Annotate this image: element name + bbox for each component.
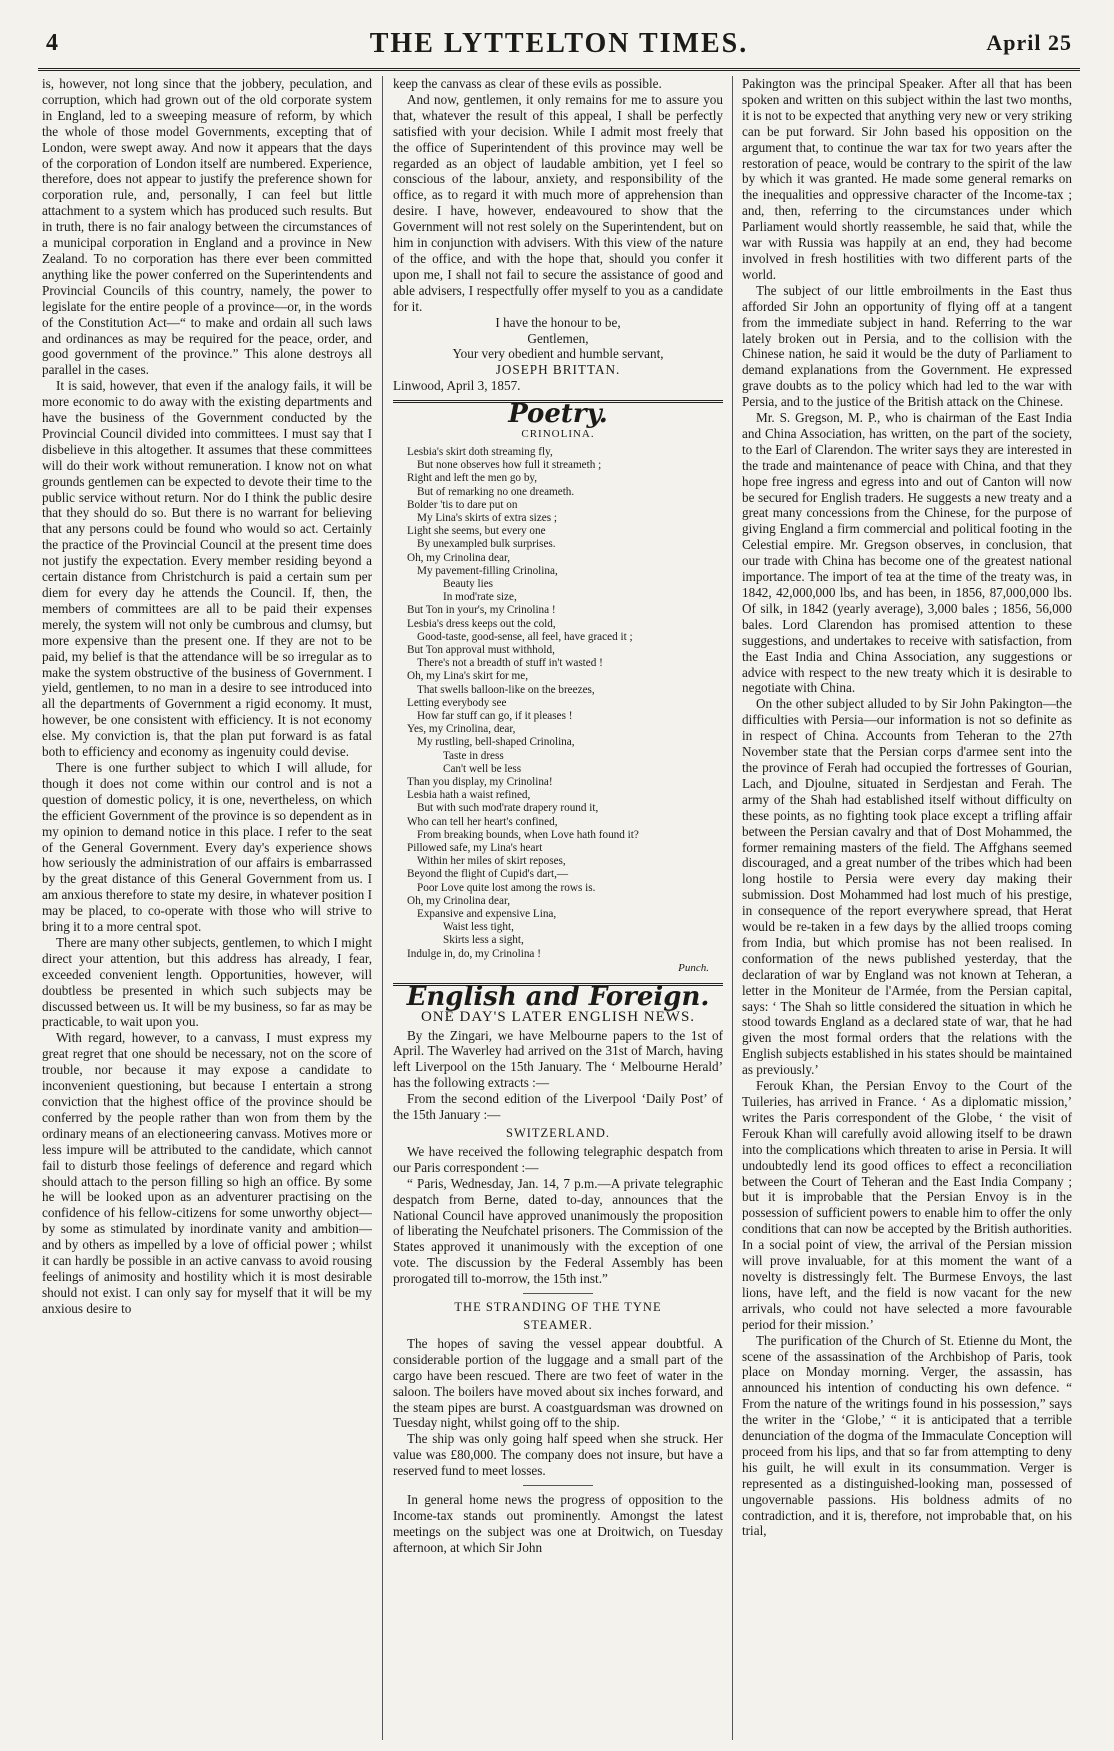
poem-line: Who can tell her heart's confined, — [407, 815, 558, 828]
tyne-heading-2: STEAMER. — [523, 1317, 593, 1332]
masthead — [38, 26, 1080, 66]
signature: JOSEPH BRITTAN. — [495, 362, 621, 378]
poem-line: Lesbia hath a waist refined, — [407, 789, 531, 802]
news-heading: ONE DAY'S LATER ENGLISH NEWS. — [420, 1008, 696, 1025]
poem-line: Yes, my Crinolina, dear, — [407, 723, 516, 736]
poem-line: Letting everybody see — [407, 696, 507, 709]
article-paragraph: On the other subject alluded to by Sir John Pakington—the difficulties with Persia—our information is not so definite as in respect of China. Accounts from Teheran to the 27th November state that the Persian corps d'armee sent into the the province of Ferah had occupied the fortresses of Gourian, Lach, and Djoulne, situated in Serdjestan and Ferah. The army of the Shah had established itself without difficulty on these points, as no fighting took place except a trifling affair between the Persian cavalry and that of Dost Mohammed, the former remaining masters of the field. The Affghans seemed discouraged, and a great number of the tribes which had been long hostile to Persia were every day making their submission. Dost Mohammed had lost much of his prestige, in consequence of the report everywhere spread, that Herat would be re-taken in a few days by the allied troops coming from India, but which promise has not been realised. In conformation of the news published yesterday, that the declaration of war by England was not known at Teheran, a letter in the Moniteur de l'Armée, from the Persian capital, says: ‘ The Shah so little considered the situation in which he stood towards England as a declared state of war, that he had given the most formal orders that the relations with the English subjects established in his states should be maintained as previously.’ — [742, 696, 1072, 1078]
article-paragraph: From the second edition of the Liverpool ‘Daily Post’ of the 15th January :— — [393, 1091, 723, 1123]
article-paragraph: Mr. S. Gregson, M. P., who is chairman of the East India and China Association, has written, on the part of the society, to the Earl of Clarendon. The writer says they are interested in the trade and maintenance of peace with China, and that they hope free ingress and egress into and out of Canton will now be secured for English traders. He suggests a new treaty and a great many concessions from the Chinese, for the purpose of giving England a firm commercial and political footing in the Celestial empire. Mr. Gregson observes, in conclusion, that our trade with China has become one of the greatest national importance. The import of tea at the time of the treaty was, in 1842, 42,000,000 lbs, and has been, in 1856, 87,000,000 lbs. Of silk, in 1842 (yearly average), 3,000 bales ; 1856, 56,000 bales. Lord Clarendon has promised attention to these suggestions, and undertakes to receive with satisfaction, from the East India and China Association, any suggestions or advice with respect to the new treaty which it is desirable to negotiate with China. — [742, 410, 1072, 696]
closing-line: I have the honour to be, — [495, 314, 621, 330]
poem-line: Poor Love quite lost among the rows is. — [417, 881, 596, 894]
article-paragraph: keep the canvass as clear of these evils as possible. — [393, 76, 662, 91]
article-paragraph: We have received the following telegraphic despatch from our Paris correspondent :— — [393, 1143, 723, 1175]
article-paragraph: The purification of the Church of St. Etienne du Mont, the scene of the assassination of the Archbishop of Paris, took place on Monday morning. Verger, the assassin, has announced his intention of conducting his own defence. “ From the nature of the writings found in his possession,” says the writer in the ‘Globe,’ “ it is anticipated that a terrible denunciation of the dogma of the Immaculate Conception will proceed from his lips, and that so far from attempting to deny his guilt, he will exult in its consummation. Verger is represented as a distinguished-looking man, possessed of ungovernable passions. His boldness admits of no contradiction, and it is, therefore, not improbable that, on his trial, — [742, 1332, 1072, 1539]
column-1 — [42, 76, 372, 1740]
masthead-rule — [38, 68, 1080, 71]
article-paragraph: is, however, not long since that the jobbery, peculation, and corruption, which had grown out of the old corporate system in England, led to a sweeping measure of reform, by which the whole of those model Governments, excepting that of London, were swept away. And now it appears that the days of the corporation of London itself are numbered. Experience, therefore, does not appear to justify the preference shown for corporation rule, and, personally, I can feel but little attachment to a system which has produced such results. But in truth, there is no fair analogy between the circumstances of a municipal corporation in England and a province in New Zealand. To no corporation has there ever been committed anything like the power conferred on the Superintendents and Provincial Councils of this country, namely, the power to legislate for the entire people of a province—or, in the words of the Constitution Act—“ to make and ordain all such laws and ordinances as may be required for the peace, order, and good government of the province.” This alone destroys all parallel in the cases. — [42, 76, 372, 378]
poem-line: Beauty lies — [443, 577, 494, 590]
poem-line: Good-taste, good-sense, all feel, have graced it ; — [417, 630, 633, 643]
poem-line: Lesbia's skirt doth streaming fly, — [407, 445, 553, 458]
dateline: Linwood, April 3, 1857. — [393, 378, 521, 394]
poem-line: By unexampled bulk surprises. — [417, 538, 556, 551]
poem-line: But Ton in your's, my Crinolina ! — [407, 604, 556, 617]
poem-line: Bolder 'tis to dare put on — [407, 498, 518, 511]
poem-line: Light she seems, but every one — [407, 525, 546, 538]
poem-line: That swells balloon-like on the breezes, — [417, 683, 595, 696]
poem-line: From breaking bounds, when Love hath found it? — [417, 828, 639, 841]
divider — [523, 1485, 593, 1486]
poetry-header: Poetry. — [508, 399, 608, 430]
page-number: 4 — [46, 30, 58, 56]
poem-credit: Punch. — [678, 961, 709, 974]
poem-line: Expansive and expensive Lina, — [417, 908, 557, 921]
poem-line: But with such mod'rate drapery round it, — [417, 802, 599, 815]
article-paragraph: There is one further subject to which I will allude, for though it does not come within our control and is not a question of domestic policy, it is one, nevertheless, on which the efficient Government of the province is so dependent as in my opinion to demand notice in this place. I refer to the seat of the General Government. Every day's experience shows how seriously the administration of our affairs is embarrassed by the great distance of this General Government from us. I am anxious therefore to state my desire, in whatever position I may be placed, to co-operate with those who will strive to bring it to a more central spot. — [42, 759, 372, 935]
column-divider — [382, 76, 383, 1740]
poem-line: Lesbia's dress keeps out the cold, — [407, 617, 556, 630]
issue-date: April 25 — [986, 30, 1072, 55]
article-paragraph: And now, gentlemen, it only remains for me to assure you that, whatever the result of this appeal, I shall be perfectly satisfied with your decision. While I admit most freely that the office of Superintendent of this province may well be regarded as an object of laudable ambition, yet I feel so conscious of the labour, anxiety, and responsibility of the office, as to regard it with much more of apprehension than desire. I have, however, endeavoured to show that the Government will not rest solely on the Superintendent, but on him in conjunction with advisers. With this view of the nature of the office, and with the hope that, should you confer it upon me, I shall not fail to secure the assistance of good and able advisers, I respectfully offer myself to you as a candidate for it. — [393, 91, 723, 314]
poem-line: Taste in dress — [443, 749, 504, 762]
column-2 — [393, 76, 723, 1740]
poem-line: How far stuff can go, if it pleases ! — [417, 710, 573, 722]
poem-line: My Lina's skirts of extra sizes ; — [417, 511, 557, 524]
foreign-header: English and Foreign. — [406, 981, 710, 1012]
article-paragraph: There are many other subjects, gentlemen, to which I might direct your attention, but this address has already, I fear, exceeded convenient length. Opportunities, however, will doubtless be presented in which such subjects may be discussed between us. It will be my business, so far as may be practicable, to wait upon you. — [42, 934, 372, 1030]
poem-line: Right and left the men go by, — [407, 472, 538, 485]
poem-title: CRINOLINA. — [521, 428, 595, 441]
column-3 — [742, 76, 1072, 1740]
closing-line: Your very obedient and humble servant, — [452, 346, 664, 362]
tyne-heading: THE STRANDING OF THE TYNE — [454, 1300, 662, 1315]
poem-line: My pavement-filling Crinolina, — [417, 564, 558, 577]
poem-line: But none observes how full it streameth ; — [417, 459, 602, 472]
poem-line: Indulge in, do, my Crinolina ! — [407, 947, 541, 960]
poem-line: Within her miles of skirt reposes, — [417, 855, 566, 868]
newspaper-title: THE LYTTELTON TIMES. — [369, 28, 749, 59]
article-paragraph: It is said, however, that even if the analogy fails, it will be more economic to do away with the existing departments and have the business of the Government conducted by the Provincial Council divided into committees. I must say that I disbelieve in this altogether. It assumes that these committees will do their work without remuneration. I know not on what grounds gentlemen can be expected to devote their time to the public service without return. Nor do I think the public desire that they should do so. But there is no warrant for believing that any persons could be found who would so act. Certainly the practice of the Provincial Council at the present time does not justify the expectation. Every member residing beyond a certain distance from Christchurch is paid a certain sum per diem for every day he attends the Council. If, then, the members of committees are all to be paid their expenses merely, the system will not only be cumbrous and clumsy, but more expensive than the present one. If they are not to be paid, my belief is that the attendance will be so irregular as to make the system obstructive of the business of Government. I yield, gentlemen, to no man in a desire to see introduced into all the departments of Government a rigid economy. It must, however, be one consistent with efficiency. It is not economy else. My conviction is, that the plan put forward is as fatal both to efficiency and economy as ingenuity could devise. — [42, 378, 372, 760]
article-paragraph: The hopes of saving the vessel appear doubtful. A considerable portion of the luggage and a small part of the cargo have been rescued. There are two feet of water in the saloon. The boilers have moved about six inches forward, and the steam pipes are burst. A coastguardsman was drowned on Tuesday night, whilst going off to the ship. — [393, 1335, 723, 1431]
article-paragraph: Ferouk Khan, the Persian Envoy to the Court of the Tuileries, has arrived in France. ‘ As a diplomatic mission,’ writes the Paris correspondent of the Globe, ‘ the visit of Ferouk Khan will carefully avoid allowing itself to be drawn into the complications which threaten to arise in Persia. It will undoubtedly lend its good offices to effect a reconciliation between the Court of Teheran and the East India Company ; but it is improbable that the Persian Envoy is in the possession of sufficient powers to enable him to offer the only conditions that can now be accepted by the British authorities. In a social point of view, the arrival of the Persian mission will prove invaluable, for at this moment the want of a novelty is distressingly felt. The Burmese Envoys, the last lions, have left, and the field is now vacant for the new arrivals, who could not have selected a more favourable period for their mission.’ — [742, 1078, 1072, 1332]
column-divider — [732, 76, 733, 1740]
poem-line: Than you display, my Crinolina! — [407, 776, 553, 789]
poem-line: My rustling, bell-shaped Crinolina, — [417, 736, 575, 749]
poem-line: Oh, my Crinolina dear, — [407, 894, 511, 907]
article-paragraph: By the Zingari, we have Melbourne papers to the 1st of April. The Waverley had arrived on the 31st of March, having left Liverpool on the 15th January. The ‘ Melbourne Herald’ has the following extracts :— — [393, 1027, 723, 1091]
poem-line: There's not a breadth of stuff in't wasted ! — [417, 657, 603, 670]
poem-line: Waist less tight, — [443, 921, 514, 934]
poem-line: Pillowed safe, my Lina's heart — [407, 842, 543, 855]
article-paragraph: The ship was only going half speed when she struck. Her value was £80,000. The company does not insure, but have a reserved fund to meet losses. — [393, 1431, 723, 1479]
article-paragraph: In general home news the progress of opposition to the Income-tax stands out prominently. Amongst the latest meetings on the subject was one at Droitwich, on Tuesday afternoon, at which Sir John — [393, 1492, 723, 1555]
poem-line: But of remarking no one dreameth. — [417, 485, 575, 498]
poem-line: Can't well be less — [443, 762, 522, 775]
poem-line: Beyond the flight of Cupid's dart,— — [407, 868, 569, 881]
article-paragraph: Pakington was the principal Speaker. After all that has been spoken and written on this subject within the last two months, it is not to be expected that anything very new or very striking can be put forward. Sir John based his opposition on the argument that, to continue the war tax for two years after the restoration of peace, would be contrary to the spirit of the law by which it was granted. He made some general remarks on the inequalities and oppressive character of the Income-tax ; and, then, referring to the circumstances under which Parliament would shortly reassemble, he said that, while the war with Russia was happily at an end, they had become involved in fresh hostilities with two different parts of the world. — [742, 76, 1072, 282]
poem-line: Oh, my Crinolina dear, — [407, 551, 511, 564]
poem — [393, 446, 723, 961]
article-paragraph: “ Paris, Wednesday, Jan. 14, 7 p.m.—A private telegraphic despatch from Berne, dated to-day, announces that the National Council have approved unanimously the proposition of liberating the Neufchatel prisoners. The Commission of the States approved it unanimously with the exception of one vote. The discussion by the Federal Assembly has been prorogated till to-morrow, the 15th inst.” — [393, 1175, 723, 1287]
poem-line: Oh, my Lina's skirt for me, — [407, 670, 529, 683]
poem-line: But Ton approval must withhold, — [407, 643, 555, 656]
closing-line: Gentlemen, — [527, 330, 589, 346]
article-paragraph: The subject of our little embroilments in the East thus afforded Sir John an opportunity of flying off at a tangent from the immediate subject in hand. Referring to the war lately broken out in Persia, and to the collision with the Chinese nation, he said it would be the duty of Parliament to demand explanations from the Government. He expressed grave doubts as to the policy which had led to the war with Persia, and to the justice of the British attack on the Chinese. — [742, 282, 1072, 410]
poem-line: In mod'rate size, — [443, 591, 517, 604]
divider — [523, 1293, 593, 1294]
poem-line: Skirts less a sight, — [443, 934, 524, 947]
switzerland-heading: SWITZERLAND. — [506, 1126, 610, 1141]
article-paragraph: With regard, however, to a canvass, I must express my great regret that one should be necessary, not on the score of trouble, nor because it may expose a candidate to inconvenient questioning, but because I entertain a strong conviction that the highest office of the province should be conferred by the people rather than won from them by the ordinary means of an electioneering canvass. Motives more or less impure will be attributed to the candidate, which cannot fail to disturb those feelings of deference and regard which should attach to the person filling so high an office. By some he will be looked upon as an adventurer practising on the confidence of his fellow-citizens for some unworthy object—by some as stimulated by inordinate vanity and ambition—and by others as impelled by a love of official power ; whilst it can hardly be possible in an active canvass to avoid rousing feelings of animosity and hostility which it is most desirable should not exist. I can only say for myself that it will be my anxious desire to — [42, 1030, 372, 1316]
